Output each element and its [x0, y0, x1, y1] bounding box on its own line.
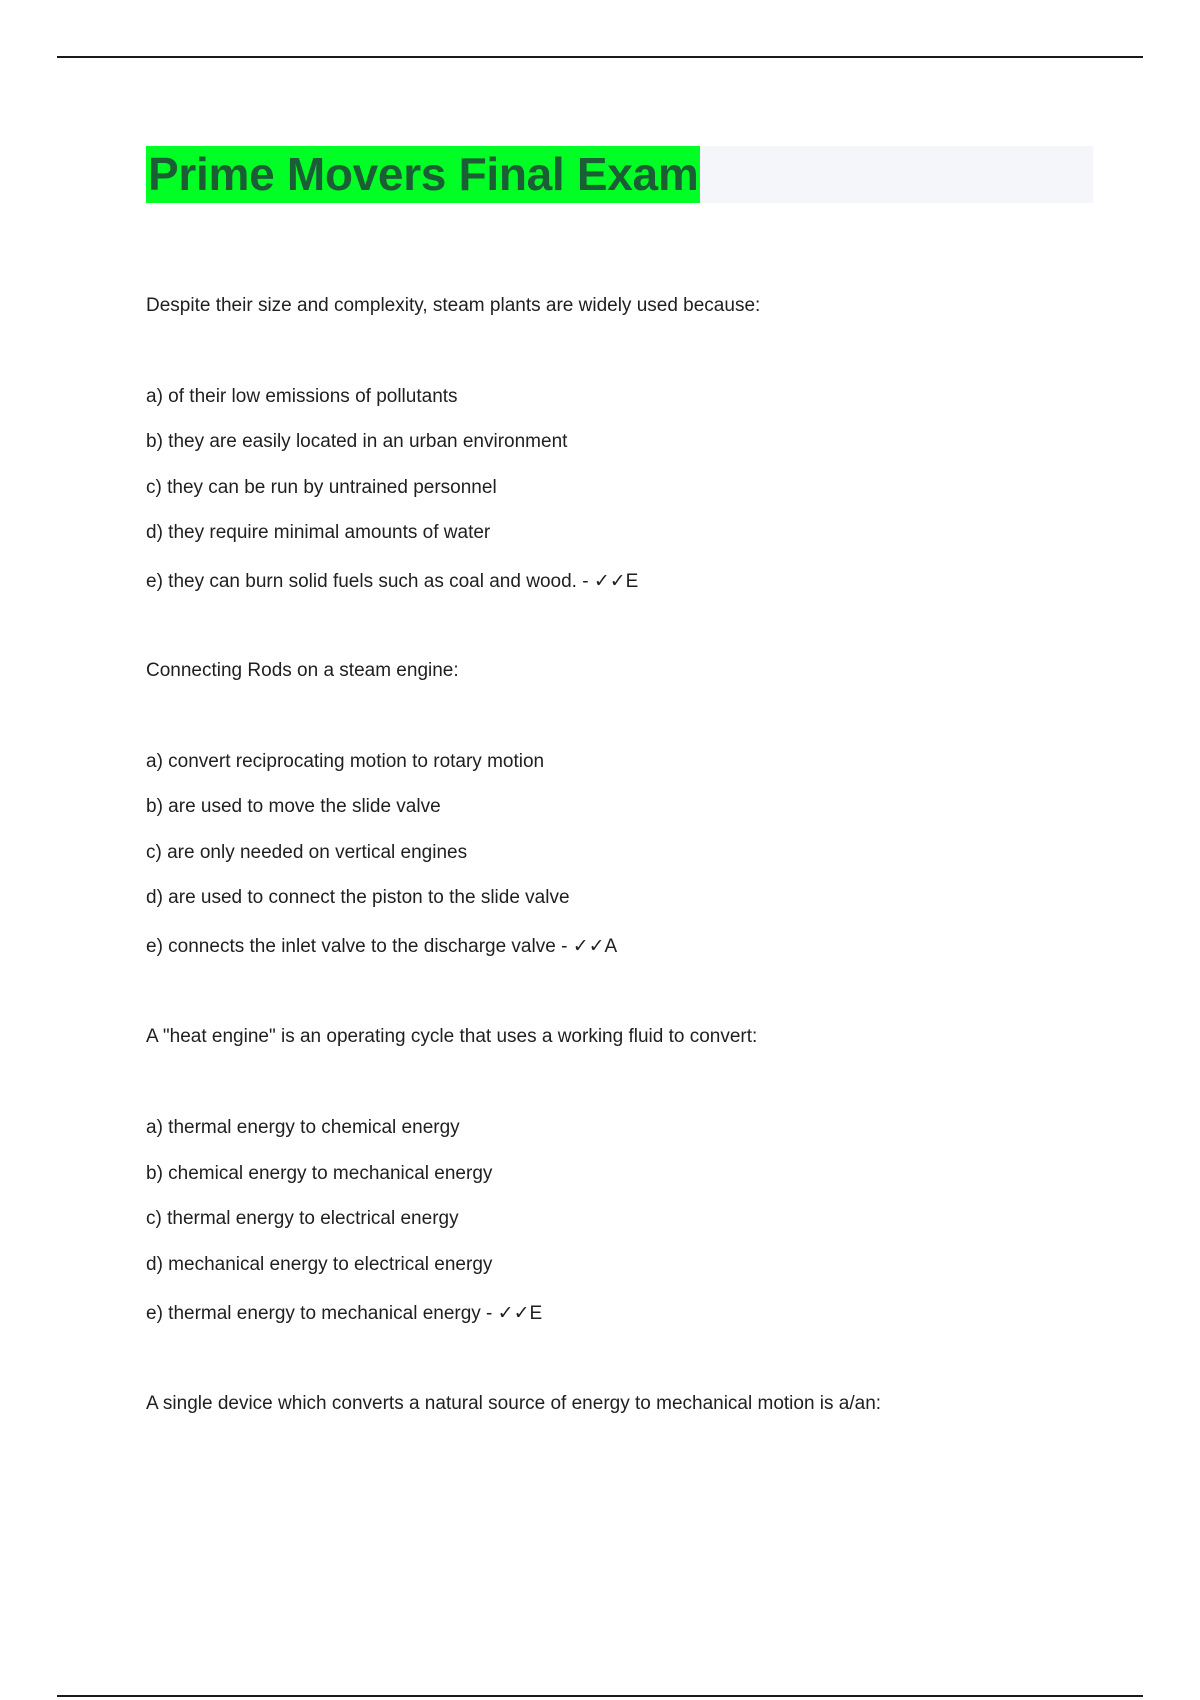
question-1: Despite their size and complexity, steam plants are widely used because: [146, 295, 761, 316]
question-2-answer: A [604, 936, 618, 957]
question-1-option-b: b) they are easily located in an urban environment [146, 431, 568, 452]
question-2-option-b: b) are used to move the slide valve [146, 796, 441, 817]
question-1-option-c: c) they can be run by untrained personnel [146, 477, 497, 498]
question-1-option-e [146, 569, 638, 594]
question-3-option-c: c) thermal energy to electrical energy [146, 1208, 459, 1229]
question-3-option-a: a) thermal energy to chemical energy [146, 1117, 460, 1138]
question-3-option-e-text: e) thermal energy to mechanical energy - [146, 1303, 498, 1324]
checkmark-icon: ✓✓ [593, 570, 626, 592]
document-title: Prime Movers Final Exam [146, 146, 700, 203]
question-3: A "heat engine" is an operating cycle that uses a working fluid to convert: [146, 1026, 758, 1047]
question-4: A single device which converts a natural source of energy to mechanical motion is a/an: [146, 1393, 882, 1414]
question-3-option-b: b) chemical energy to mechanical energy [146, 1163, 493, 1184]
question-2: Connecting Rods on a steam engine: [146, 660, 459, 681]
question-3-option-e [146, 1301, 542, 1326]
question-1-option-d: d) they require minimal amounts of water [146, 522, 491, 543]
question-1-option-e-text: e) they can burn solid fuels such as coal and wood. - [146, 571, 594, 592]
checkmark-icon: ✓✓ [497, 1302, 530, 1324]
question-2-option-c: c) are only needed on vertical engines [146, 842, 468, 863]
footer-rule [57, 1695, 1143, 1697]
checkmark-icon: ✓✓ [572, 935, 605, 957]
question-3-answer: E [529, 1303, 543, 1324]
question-3-option-d: d) mechanical energy to electrical energy [146, 1254, 493, 1275]
header-rule [57, 56, 1143, 58]
question-1-answer: E [625, 571, 639, 592]
question-2-option-a: a) convert reciprocating motion to rotary motion [146, 751, 545, 772]
question-2-option-e-text: e) connects the inlet valve to the discharge valve - [146, 936, 573, 957]
question-2-option-e [146, 934, 617, 959]
question-1-option-a: a) of their low emissions of pollutants [146, 386, 458, 407]
question-2-option-d: d) are used to connect the piston to the slide valve [146, 887, 570, 908]
